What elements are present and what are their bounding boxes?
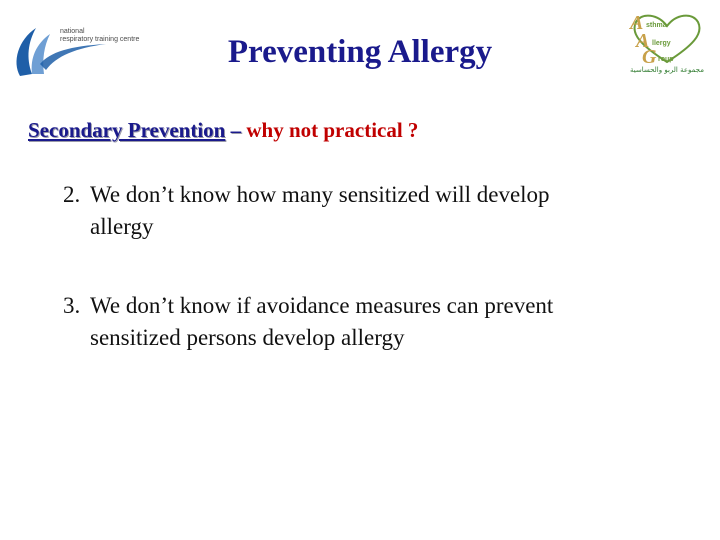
- aag-logo: [622, 8, 712, 78]
- nrtc-logo: [10, 18, 150, 82]
- list-item-number: 2.: [63, 182, 81, 207]
- list-item: [63, 179, 663, 243]
- subtitle-why-not-practical: why not practical ?: [246, 118, 419, 142]
- list-item-line: [63, 179, 663, 211]
- nrtc-logo-text: [60, 28, 139, 44]
- aag-word: llergy: [652, 40, 671, 47]
- list-item-text-continuation: allergy: [90, 214, 154, 239]
- subtitle-dash: –: [225, 118, 247, 142]
- nrtc-logo-line: national: [60, 28, 85, 35]
- aag-word: sthma: [646, 22, 667, 29]
- list-item-number: 3.: [63, 293, 81, 318]
- list-item-text-continuation: sensitized persons develop allergy: [90, 325, 405, 350]
- aag-word: roup: [658, 56, 674, 63]
- aag-arabic-text: مجموعة الربو والحساسية: [630, 66, 704, 74]
- subtitle-secondary-prevention: Secondary Prevention: [28, 118, 226, 142]
- list-item-text: We don’t know if avoidance measures can prevent: [90, 293, 554, 318]
- list-item: [63, 290, 663, 354]
- list-item-text: We don’t know how many sensitized will develop: [90, 182, 550, 207]
- slide-title: Preventing Allergy: [227, 34, 493, 70]
- aag-letter: A: [636, 30, 650, 52]
- list-item-line: [63, 290, 663, 322]
- nrtc-logo-line: respiratory training centre: [60, 36, 140, 43]
- aag-letter: A: [630, 12, 644, 34]
- slide-subtitle: [28, 118, 418, 143]
- aag-letter: G: [642, 46, 657, 68]
